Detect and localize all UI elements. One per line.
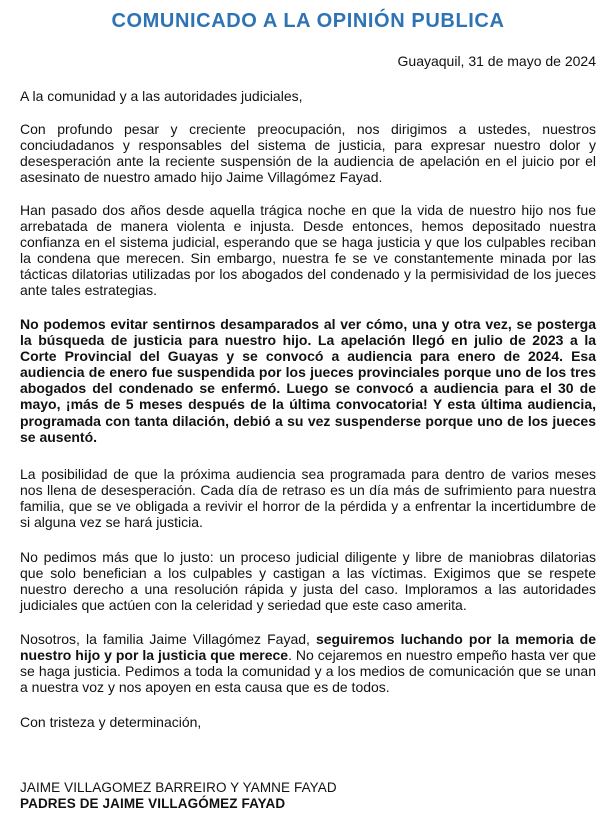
paragraph-1: Con profundo pesar y creciente preocupación, nos dirigimos a ustedes, nuestros conciudadanos y responsables del sistema de justicia, para expresar nuestro dolor y desesperación ante la reciente suspensión de la audiencia de apelación en el juicio por el asesinato de nuestro amado hijo Jaime Villagómez Fayad. <box>20 121 596 186</box>
paragraph-6-intro: Nosotros, la familia Jaime Villagómez Fayad, <box>20 631 316 647</box>
closing-line: Con tristeza y determinación, <box>20 714 202 730</box>
paragraph-5: No pedimos más que lo justo: un proceso judicial diligente y libre de maniobras dilatorias que solo benefician a los culpables y castigan a las víctimas. Exigimos que se respete nuestro derecho a una resolución rápida y justa del caso. Imploramos a las autoridades judiciales que actúen con la celeridad y seriedad que este caso amerita. <box>20 549 596 614</box>
paragraph-6-rest: . No cejaremos en nuestro empeño hasta ver que se haga justicia. Pedimos a toda la comunidad y a los medios de comunicación que se unan a nuestra voz y nos apoyen en esta causa que es de todos. <box>20 647 597 696</box>
signature-role: PADRES DE JAIME VILLAGÓMEZ FAYAD <box>20 796 286 811</box>
paragraph-4: La posibilidad de que la próxima audiencia sea programada para dentro de varios meses nos llena de desesperación. Cada día de retraso es un día más de sufrimiento para nuestra familia, que se ve obligada a revivir el horror de la pérdida y a enfrentar la incertidumbre de si alguna vez se hará justicia. <box>20 466 596 531</box>
date-line: Guayaquil, 31 de mayo de 2024 <box>397 53 596 69</box>
paragraph-6 <box>20 631 596 695</box>
document-title: COMUNICADO A LA OPINIÓN PUBLICA <box>111 10 505 32</box>
paragraph-6-emphasis: seguiremos luchando por la memoria de nuestro hijo y por la justicia que merece <box>20 631 597 664</box>
signature-names: JAIME VILLAGOMEZ BARREIRO Y YAMNE FAYAD <box>20 780 337 795</box>
greeting: A la comunidad y a las autoridades judiciales, <box>20 88 303 104</box>
paragraph-2: Han pasado dos años desde aquella trágica noche en que la vida de nuestro hijo nos fue arrebatada de manera violenta e injusta. Desde entonces, hemos depositado nuestra confianza en el sistema judicial, esperando que se haga justicia y que los culpables reciban la condena que merecen. Sin embargo, nuestra fe se ve constantemente minada por las tácticas dilatorias utilizadas por los abogados del condenado y la permisividad de los jueces ante tales estrategias. <box>20 202 596 299</box>
paragraph-3-bold: No podemos evitar sentirnos desamparados al ver cómo, una y otra vez, se posterga la búsqueda de justicia para nuestro hijo. La apelación llegó en julio de 2023 a la Corte Provincial del Guayas y se convocó a audiencia para enero de 2024. Esa audiencia de enero fue suspendida por los jueces provinciales porque uno de los tres abogados del condenado se enfermó. Luego se convocó a audiencia para el 30 de mayo, ¡más de 5 meses después de la última convocatoria! Y esta última audiencia, programada con tanta dilación, debió a su vez suspenderse porque uno de los jueces se ausentó. <box>20 316 596 445</box>
